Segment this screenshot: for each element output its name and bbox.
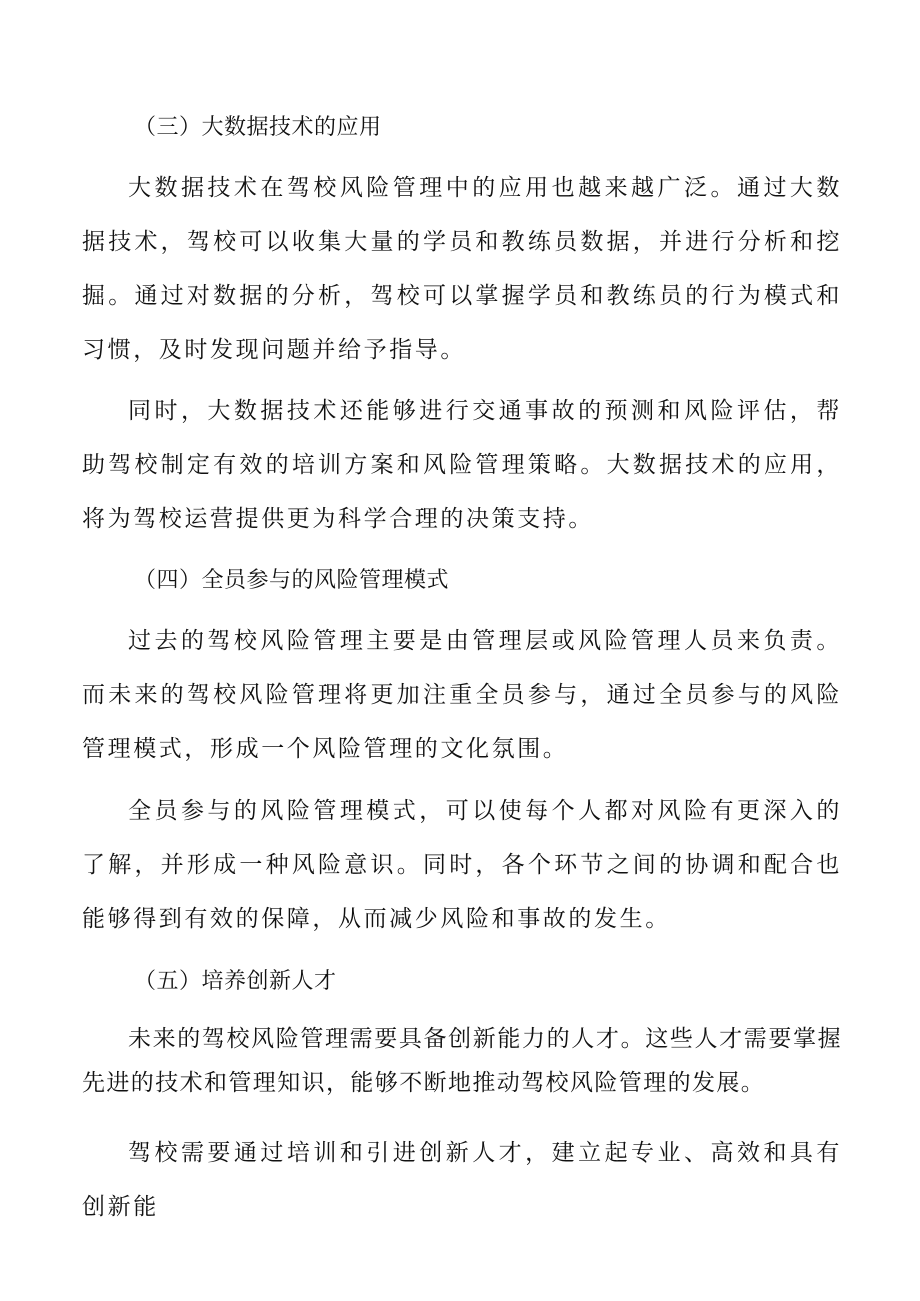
- paragraph-4-1: 过去的驾校风险管理主要是由管理层或风险管理人员来负责。而未来的驾校风险管理将更加注重全员参与，通过全员参与的风险管理模式，形成一个风险管理的文化氛围。: [82, 628, 842, 762]
- section-heading-3: （三）大数据技术的应用: [134, 115, 382, 140]
- paragraph-3-2: 同时，大数据技术还能够进行交通事故的预测和风险评估，帮助驾校制定有效的培训方案和风险管理策略。大数据技术的应用，将为驾校运营提供更为科学合理的决策支持。: [82, 398, 842, 532]
- paragraph-5-1: 未来的驾校风险管理需要具备创新能力的人才。这些人才需要掌握先进的技术和管理知识，能够不断地推动驾校风险管理的发展。: [82, 1026, 842, 1096]
- paragraph-4-2: 全员参与的风险管理模式，可以使每个人都对风险有更深入的了解，并形成一种风险意识。同时，各个环节之间的协调和配合也能够得到有效的保障，从而减少风险和事故的发生。: [82, 798, 842, 932]
- paragraph-3-1: 大数据技术在驾校风险管理中的应用也越来越广泛。通过大数据技术，驾校可以收集大量的学员和教练员数据，并进行分析和挖掘。通过对数据的分析，驾校可以掌握学员和教练员的行为模式和习惯，及时发现问题并给予指导。: [82, 175, 842, 363]
- section-heading-5: （五）培养创新人才: [134, 969, 337, 994]
- paragraph-5-2: 驾校需要通过培训和引进创新人才，建立起专业、高效和具有创新能: [82, 1140, 842, 1220]
- section-heading-4: （四）全员参与的风险管理模式: [134, 568, 450, 593]
